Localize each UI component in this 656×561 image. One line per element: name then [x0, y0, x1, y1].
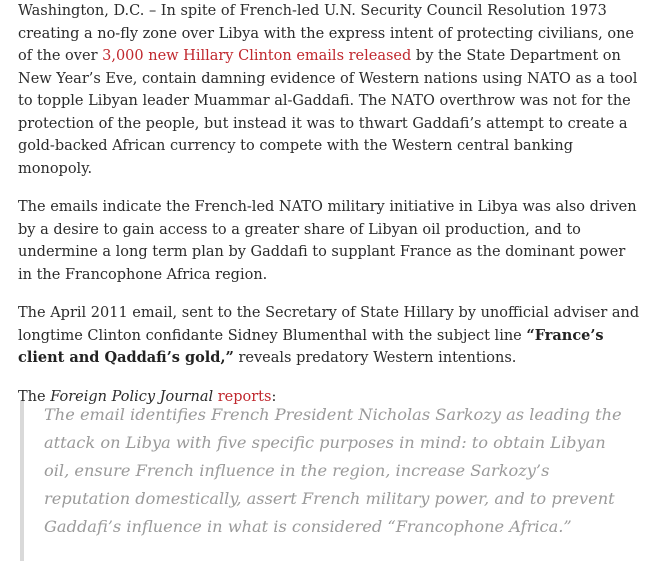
reports-link[interactable]: reports [217, 388, 272, 405]
paragraph-intro-text-b: by the State Department on New Year’s Eve, contain damning evidence of Western nations using NATO as a tool to topple Libyan leader Muammar al-Gaddafi. The NATO overthrow was not for the protection of the people, but instead it was to thwart Gaddafi’s attempt to create a gold-backed African currency to compete with the Western central banking monopoly. [18, 48, 638, 177]
paragraph-april-text-b: reveals predatory Western intentions. [233, 350, 517, 366]
source-name: Foreign Policy Journal [50, 388, 214, 405]
article-body [18, 0, 642, 536]
dateline: Washington, D.C. – [18, 3, 157, 19]
fpj-text-c: : [271, 388, 277, 405]
fpj-text-a: The [18, 388, 51, 405]
paragraph-emails-indicate: The emails indicate the French-led NATO military initiative in Libya was also driven by a desire to gain access to a greater share of Libyan oil production, and to undermine a long term plan by Gaddafi to supplant France as the dominant power in the Francophone Africa region. [18, 199, 637, 283]
paragraph-april-email [18, 302, 642, 370]
paragraph-intro-text-a: In spite of French-led U.N. Security Council Resolution 1973 creating a no-fly zone over Libya with the express intent of protecting civilians, one of the over [18, 3, 635, 64]
email-subject-line: “France’s client and Qaddafi’s gold,” [18, 326, 604, 366]
paragraph-april-text-a: The April 2011 email, sent to the Secretary of State Hillary by unofficial adviser and longtime Clinton confidante Sidney Blumenthal with the subject line [18, 305, 640, 344]
pull-quote [20, 401, 634, 561]
pull-quote-text: The email identifies French President Nicholas Sarkozy as leading the attack on Libya with five specific purposes in mind: to obtain Libyan oil, ensure French influence in the region, increase Sarkozy’s reputation domestically, assert French military power, and to prevent Gaddafi’s influence in what is considered “Francophone Africa.” [44, 405, 622, 536]
emails-released-link[interactable]: 3,000 new Hillary Clinton emails released [102, 48, 412, 64]
paragraph-intro [18, 0, 642, 180]
